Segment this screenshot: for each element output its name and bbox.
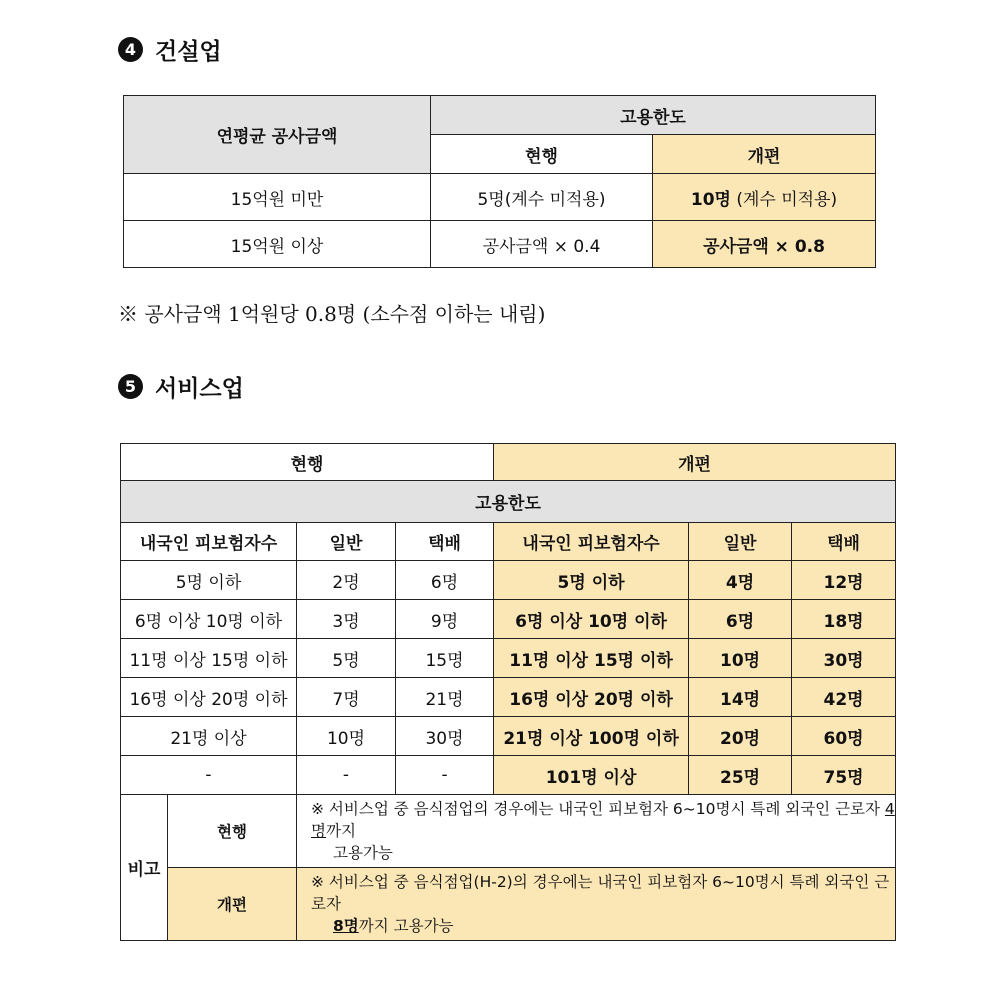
table-row — [121, 600, 896, 639]
cell-revised-bold: 공사금액 × 0.8 — [703, 236, 825, 257]
header-current: 현행 — [121, 444, 494, 481]
remark-line: 고용가능 — [333, 844, 393, 862]
cell: 9명 — [396, 600, 494, 639]
header-delivery-current: 택배 — [396, 523, 494, 561]
cell-revised-bold: 10명 — [690, 189, 731, 210]
remarks-revised-text — [297, 868, 896, 941]
section-5-heading — [118, 370, 244, 403]
table-row — [121, 717, 896, 756]
section-4-heading — [118, 33, 222, 66]
header-general-current: 일반 — [297, 523, 396, 561]
cell: 6명 — [396, 561, 494, 600]
cell: 3명 — [297, 600, 396, 639]
cell: 75명 — [792, 756, 896, 795]
cell: 21명 — [396, 678, 494, 717]
cell: 5명 이하 — [121, 561, 297, 600]
cell: 16명 이상 20명 이하 — [494, 678, 689, 717]
header-revised: 개편 — [653, 135, 876, 174]
section-number-badge: 5 — [118, 374, 143, 399]
header-insured-current: 내국인 피보험자수 — [121, 523, 297, 561]
header-revised: 개편 — [494, 444, 896, 481]
remarks-revised-label: 개편 — [168, 868, 297, 941]
cell: 2명 — [297, 561, 396, 600]
service-limit-table — [120, 443, 896, 941]
cell-current: 공사금액 × 0.4 — [431, 221, 653, 268]
section-title: 건설업 — [155, 39, 222, 65]
cell: 25명 — [689, 756, 792, 795]
cell: 11명 이상 15명 이하 — [494, 639, 689, 678]
cell: 21명 이상 100명 이하 — [494, 717, 689, 756]
section-number-badge: 4 — [118, 37, 143, 62]
cell: 42명 — [792, 678, 896, 717]
table-row — [121, 678, 896, 717]
header-limit: 고용한도 — [431, 96, 876, 135]
cell: - — [121, 756, 297, 795]
remark-line: 8명까지 고용가능 — [333, 917, 454, 935]
header-delivery-revised: 택배 — [792, 523, 896, 561]
table-row — [121, 561, 896, 600]
cell: - — [396, 756, 494, 795]
cell: - — [297, 756, 396, 795]
remarks-current-text — [297, 795, 896, 868]
cell: 30명 — [792, 639, 896, 678]
cell: 4명 — [689, 561, 792, 600]
cell: 11명 이상 15명 이하 — [121, 639, 297, 678]
cell: 12명 — [792, 561, 896, 600]
cell: 7명 — [297, 678, 396, 717]
cell: 21명 이상 — [121, 717, 297, 756]
cell-amount: 15억원 이상 — [124, 221, 431, 268]
cell: 14명 — [689, 678, 792, 717]
table-row — [124, 174, 876, 221]
cell: 15명 — [396, 639, 494, 678]
cell: 10명 — [689, 639, 792, 678]
table-row — [121, 639, 896, 678]
remark-line: ※ 서비스업 중 음식점업(H-2)의 경우에는 내국인 피보험자 6~10명시 특례 외국인 근로자 — [311, 873, 890, 913]
header-current: 현행 — [431, 135, 653, 174]
cell: 10명 — [297, 717, 396, 756]
cell: 20명 — [689, 717, 792, 756]
cell: 30명 — [396, 717, 494, 756]
cell: 101명 이상 — [494, 756, 689, 795]
remarks-label: 비고 — [121, 795, 168, 941]
cell: 5명 — [297, 639, 396, 678]
cell: 18명 — [792, 600, 896, 639]
header-amount: 연평균 공사금액 — [124, 96, 431, 174]
cell: 6명 이상 10명 이하 — [121, 600, 297, 639]
remarks-current-label: 현행 — [168, 795, 297, 868]
cell: 60명 — [792, 717, 896, 756]
cell: 16명 이상 20명 이하 — [121, 678, 297, 717]
underlined-count: 8명 — [333, 917, 359, 935]
cell-amount: 15억원 미만 — [124, 174, 431, 221]
construction-note: ※ 공사금액 1억원당 0.8명 (소수점 이하는 내림) — [118, 302, 546, 326]
header-general-revised: 일반 — [689, 523, 792, 561]
cell: 5명 이하 — [494, 561, 689, 600]
header-limit: 고용한도 — [121, 481, 896, 523]
cell-revised-rest: (계수 미적용) — [730, 189, 838, 210]
table-row — [124, 221, 876, 268]
cell-current: 5명(계수 미적용) — [431, 174, 653, 221]
cell: 6명 이상 10명 이하 — [494, 600, 689, 639]
cell-revised — [653, 174, 876, 221]
underlined-count: 4명 — [311, 800, 895, 840]
section-title: 서비스업 — [155, 376, 244, 402]
remark-line: ※ 서비스업 중 음식점업의 경우에는 내국인 피보험자 6~10명시 특례 외국인 근로자 4명까지 — [311, 800, 895, 840]
table-row — [121, 756, 896, 795]
header-insured-revised: 내국인 피보험자수 — [494, 523, 689, 561]
cell: 6명 — [689, 600, 792, 639]
construction-limit-table — [123, 95, 876, 268]
cell-revised — [653, 221, 876, 268]
